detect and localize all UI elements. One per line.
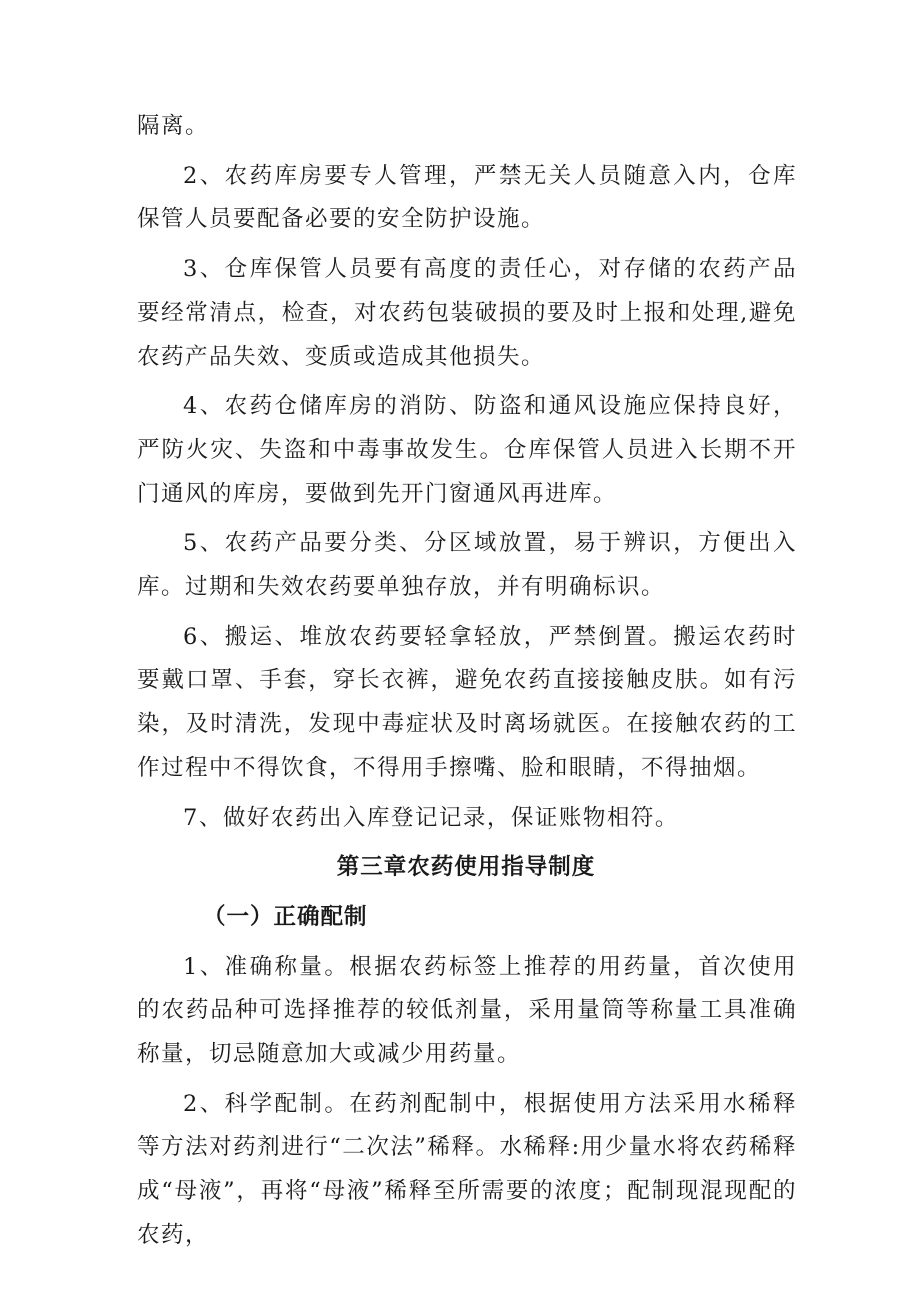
paragraph-continuation: 隔离。 [137, 113, 210, 139]
paragraph-item-2: 2、农药库房要专人管理，严禁无关人员随意入内，仓库保管人员要配备必要的安全防护设施。 [137, 162, 797, 233]
paragraph-item-3: 3、仓库保管人员要有高度的责任心，对存储的农药产品要经常清点，检查，对农药包装破损的要及时上报和处理,避免农药产品失效、变质或造成其他损失。 [137, 256, 797, 370]
section-paragraph-2: 2、科学配制。在药剂配制中，根据使用方法采用水稀释等方法对药剂进行“二次法”稀释。水稀释:用少量水将农药稀释成“母液”，再将“母液”稀释至所需要的浓度；配制现混现配的农药， [137, 1090, 797, 1248]
section-paragraph-1: 1、准确称量。根据农药标签上推荐的用药量，首次使用的农药品种可选择推荐的较低剂量，采用量筒等称量工具准确称量，切忌随意加大或减少用药量。 [137, 953, 797, 1068]
chapter-title: 第三章农药使用指导制度 [336, 854, 596, 881]
document-page [137, 105, 797, 1264]
paragraph-item-5: 5、农药产品要分类、分区域放置，易于辨识，方便出入库。过期和失效农药要单独存放，并有明确标识。 [137, 530, 797, 601]
section-title: （一）正确配制 [203, 903, 368, 930]
paragraph-item-6: 6、搬运、堆放农药要轻拿轻放，严禁倒置。搬运农药时要戴口罩、手套，穿长衣裤，避免农药直接接触皮肤。如有污染，及时清洗，发现中毒症状及时离场就医。在接触农药的工作过程中不得饮食，不得用手擦嘴、脸和眼睛，不得抽烟。 [137, 623, 797, 781]
paragraph-item-7: 7、做好农药出入库登记记录，保证账物相符。 [183, 804, 679, 831]
paragraph-item-4: 4、农药仓储库房的消防、防盗和通风设施应保持良好，严防火灾、失盗和中毒事故发生。仓库保管人员进入长期不开门通风的库房，要做到先开门窗通风再进库。 [137, 393, 797, 507]
